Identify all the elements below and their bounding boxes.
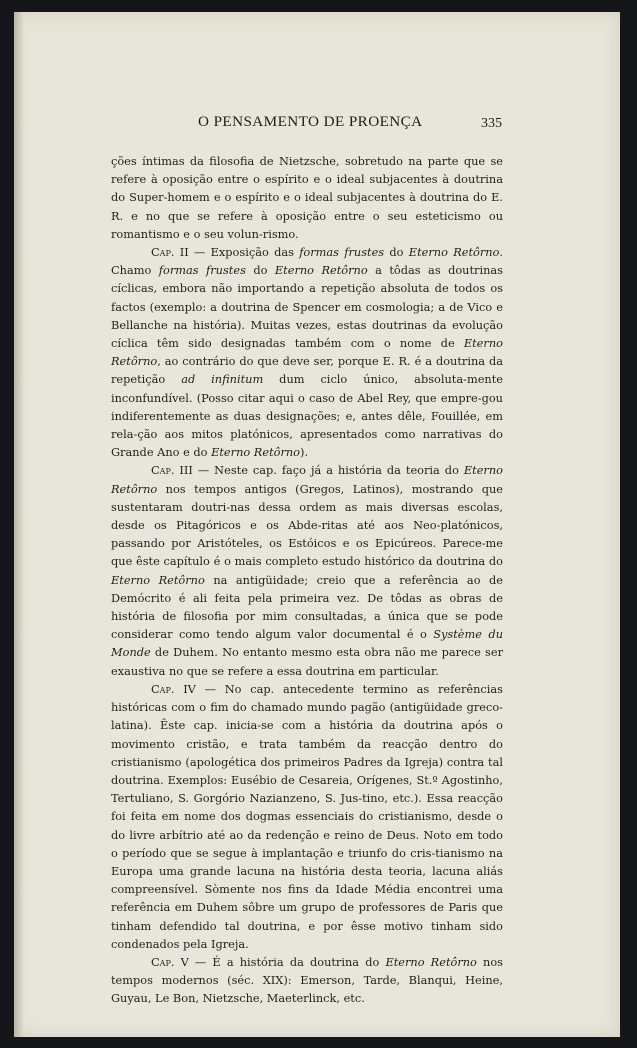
body-text bbox=[111, 152, 503, 1008]
paragraph bbox=[111, 243, 503, 461]
text-run: de Duhem. No entanto mesmo esta obra não me parece ser exaustiva no que se refere a essa doutrina em particular. bbox=[111, 645, 503, 678]
italic-text: Eterno Retôrno bbox=[211, 445, 301, 460]
italic-text: formas frustes bbox=[299, 245, 385, 260]
paragraph bbox=[111, 680, 503, 953]
text-run: — Exposição das bbox=[188, 245, 300, 260]
book-page bbox=[14, 12, 620, 1037]
text-run: , ao contrário do que deve ser, porque E. R. é a doutrina da repetição bbox=[111, 354, 503, 387]
text-run: . Chamo bbox=[111, 245, 504, 278]
paragraph bbox=[111, 461, 503, 679]
italic-text: formas frustes bbox=[158, 263, 246, 278]
text-run: dum ciclo único, absoluta-mente inconfundível. (Posso citar aqui o caso de Abel Rey, que empre-gou indiferentemente as duas designações; e, antes dêle, Fouillée, em rela-ção aos mitos platónicos, apresentados como narrativas do Grande Ano e do bbox=[111, 372, 503, 460]
page-number: 335 bbox=[481, 116, 502, 131]
chapter-label: Cap. III bbox=[151, 463, 193, 478]
chapter-label: Cap. IV bbox=[151, 681, 196, 696]
text-run: — No cap. antecedente termino as referências históricas com o fim do chamado mundo pagão (antigüidade greco-latina). Êste cap. inicia-se com a história da doutrina após o movimento cristão, e trata também da reacção dentro do cristianismo (apologética dos primeiros Padres da Igreja) contra tal doutrina. Exemplos: Eusébio de Cesareia, Orígenes, St.º Agostinho, Tertuliano, S. Gorgório Nazianzeno, S. Jus-tino, etc.). Essa reacção foi feita em nome dos dogmas essenciais do cristianismo, desde o do livre arbítrio até ao da redenção e reino de Deus. Noto em todo o período que se segue à implantação e triunfo do cris-tianismo na Europa uma grande lacuna na história desta teoria, lacuna aliás compreensível. Sòmente nos fins da Idade Média encontrei uma referência em Duhem sôbre um grupo de professores de Paris que tinham defendido tal doutrina, e por êsse motivo tinham sido condenados pela Igreja. bbox=[111, 681, 503, 951]
italic-text: Eterno Retôrno bbox=[111, 572, 205, 587]
text-run: ções íntimas da filosofia de Nietzsche, sobretudo na parte que se refere à oposição entre o espírito e o ideal subjacentes à doutrina do Super-homem e o espírito e o ideal subjacentes à doutrina do E. R. e no que se refere à oposição entre o seu esteticismo ou romantismo e o seu volun-rismo. bbox=[111, 154, 503, 241]
page-gutter-shadow bbox=[14, 12, 24, 1037]
running-head-title: O PENSAMENTO DE PROENÇA bbox=[198, 113, 423, 130]
paragraph bbox=[111, 953, 503, 1008]
text-run: a tôdas as doutrinas cíclicas, embora não importando a repetição absoluta de todos os factos (exemplo: a doutrina de Spencer em cosmologia; a de Vico e Bellanche na história). Muitas vezes, estas doutrinas da evolução cíclica têm sido designadas também com o nome de bbox=[111, 263, 503, 351]
italic-text: Eterno Retôrno bbox=[385, 954, 477, 969]
text-run: ). bbox=[300, 445, 309, 460]
chapter-label: Cap. V bbox=[151, 954, 189, 969]
italic-text: Eterno Retôrno bbox=[111, 336, 503, 369]
text-run: na antigüidade; creio que a referência ao de Demócrito é ali feita pela primeira vez. De tôdas as obras de história de filosofia por mim consultadas, a única que se pode considerar como tendo algum valor documental é o bbox=[111, 572, 504, 642]
text-run: nos tempos antigos (Gregos, Latinos), mostrando que sustentaram doutri-nas dessa ordem as mais diversas escolas, desde os Pitagóricos e os Abde-ritas até aos Neo-platónicos, passando por Aristóteles, os Estóicos e os Epicúreos. Parece-me que êste capítulo é o mais completo estudo histórico da doutrina do bbox=[111, 481, 503, 569]
text-run: — É a história da doutrina do bbox=[188, 954, 386, 969]
italic-text: Système du Monde bbox=[111, 627, 503, 660]
text-run: do bbox=[245, 263, 275, 278]
italic-text: Eterno Retôrno bbox=[111, 463, 503, 496]
text-run: do bbox=[384, 245, 409, 260]
italic-text: Eterno Retôrno bbox=[274, 263, 368, 278]
italic-text: Eterno Retôrno bbox=[408, 245, 500, 260]
italic-text: ad infinitum bbox=[181, 372, 264, 387]
text-run: — Neste cap. faço já a história da teoria do bbox=[192, 463, 464, 478]
chapter-label: Cap. II bbox=[151, 245, 189, 260]
paragraph bbox=[111, 152, 503, 243]
text-run: nos tempos modernos (séc. XIX): Emerson, Tarde, Blanqui, Heine, Guyau, Le Bon, Nietzsche, Maeterlinck, etc. bbox=[111, 954, 503, 1006]
